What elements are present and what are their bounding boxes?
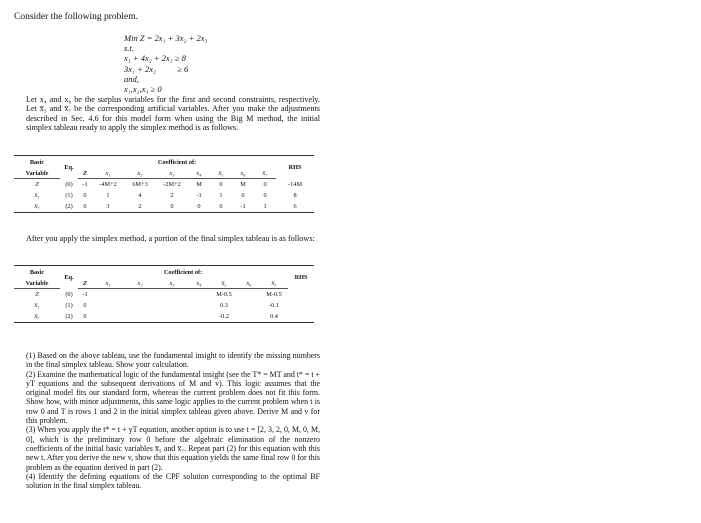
col-header: x₆ bbox=[232, 168, 254, 179]
coef-cell: 4 bbox=[138, 192, 142, 199]
col-header: x₃ bbox=[156, 278, 188, 289]
basic-cell: Z bbox=[35, 291, 39, 298]
col-header: x₃ bbox=[156, 168, 188, 179]
rhs-cell bbox=[288, 311, 314, 323]
basic-header: Basic bbox=[14, 266, 60, 279]
coef-cell: 1 bbox=[254, 201, 276, 213]
rhs-header: RHS bbox=[276, 156, 314, 179]
paragraph-1: Let x₄ and x₆ be the surplus variables for the first and second constraints, respectively. Let x̅₅ and x̅₇ be the corresponding artificial variables. After you make the adjustments described in Sec. 4.6 for this model form when using the Big M method, the initial simplex tableau ready to apply the simplex method is as follows. bbox=[26, 95, 320, 133]
question-item bbox=[26, 370, 320, 426]
coef-header: Coefficient of: bbox=[78, 266, 288, 279]
col-header: x̅₇ bbox=[254, 168, 276, 179]
col-header: Z bbox=[78, 278, 92, 289]
table-row bbox=[14, 289, 314, 301]
variable-header: Variable bbox=[14, 168, 60, 179]
coef-cell: 1 bbox=[219, 192, 223, 199]
coef-cell: 0.3 bbox=[220, 302, 228, 309]
coef-cell: 0 bbox=[78, 201, 92, 213]
question-list bbox=[26, 351, 320, 490]
col-header: Z bbox=[78, 168, 92, 179]
coef-cell bbox=[188, 289, 210, 301]
coef-cell bbox=[92, 311, 124, 323]
coef-cell: 0 bbox=[263, 181, 267, 188]
coef-cell: M bbox=[196, 181, 202, 188]
table-row bbox=[14, 300, 314, 311]
coef-cell bbox=[156, 300, 188, 311]
coef-cell: 0 bbox=[263, 192, 267, 199]
question-text: Identify the defining equations of the CPF solution corresponding to the optimal BF solution in the final simplex tableau. bbox=[26, 471, 320, 491]
question-item bbox=[26, 351, 320, 370]
nonnegativity: x₁,x₂,x₃ ≥ 0 bbox=[124, 84, 162, 95]
coef-cell: 0 bbox=[219, 181, 223, 188]
col-header: x̅₇ bbox=[260, 278, 288, 289]
coef-cell: -1 bbox=[82, 181, 88, 188]
coef-cell bbox=[92, 300, 124, 311]
lp-model bbox=[124, 33, 207, 94]
coef-cell: M-0.5 bbox=[266, 291, 282, 298]
question-text: Examine the mathematical logic of the fundamental insight (see the T* = MT and t* = t + yT equations and the subsequent derivations of M and v). This logic assumes that the original model fits our standard form, whereas the current problem does not fit this form. Show how, with minor adjustments, this same logic applies to the current problem when t is row 0 and T is rows 1 and 2 in the initial simplex tableau given above. Derive M and v for this problem. bbox=[26, 369, 320, 426]
question-text: Based on the above tableau, use the fundamental insight to identify the missing numbers in the final simplex tableau. Show your calculation. bbox=[26, 351, 320, 370]
question-number: (1) bbox=[26, 351, 36, 360]
col-header: x₄ bbox=[188, 168, 210, 179]
table-row bbox=[14, 190, 314, 201]
coef-cell bbox=[124, 311, 156, 323]
coef-cell: 6M+3 bbox=[132, 181, 148, 188]
eq-header: Eq. bbox=[60, 156, 78, 179]
coef-cell: M bbox=[240, 181, 246, 188]
coef-cell: -1 bbox=[196, 192, 202, 199]
final-tableau bbox=[14, 265, 314, 323]
question-item bbox=[26, 425, 320, 471]
coef-cell bbox=[238, 300, 260, 311]
coef-header: Coefficient of: bbox=[78, 156, 276, 169]
rhs-cell: 6 bbox=[276, 201, 314, 213]
question-number: (3) bbox=[26, 425, 36, 435]
coef-cell: -0.1 bbox=[269, 302, 279, 309]
coef-cell: 3 bbox=[92, 201, 124, 213]
coef-cell: -4M+2 bbox=[99, 181, 117, 188]
basic-cell: x̅₅ bbox=[34, 302, 40, 309]
table-row bbox=[14, 179, 314, 191]
col-header: x̅₅ bbox=[210, 278, 238, 289]
col-header: x₁ bbox=[92, 168, 124, 179]
coef-cell: 0.4 bbox=[260, 311, 288, 323]
question-number: (4) bbox=[26, 471, 36, 481]
coef-cell: 2 bbox=[170, 192, 174, 199]
coef-cell: -1 bbox=[232, 201, 254, 213]
eq-cell: (2) bbox=[60, 311, 78, 323]
table-row bbox=[14, 311, 314, 323]
basic-header: Basic bbox=[14, 156, 60, 169]
coef-cell bbox=[92, 289, 124, 301]
basic-cell: x̅₇ bbox=[14, 201, 60, 213]
coef-cell bbox=[156, 289, 188, 301]
basic-cell: x̅₇ bbox=[14, 311, 60, 323]
paragraph-2: After you apply the simplex method, a portion of the final simplex tableau is as follows: bbox=[26, 234, 315, 243]
rhs-cell bbox=[288, 289, 314, 301]
col-header: x₂ bbox=[124, 168, 156, 179]
rhs-cell bbox=[288, 300, 314, 311]
coef-cell: -1 bbox=[82, 291, 88, 298]
coef-cell: -2M+2 bbox=[163, 181, 181, 188]
coef-cell: 0 bbox=[156, 201, 188, 213]
coef-cell: 0 bbox=[83, 302, 87, 309]
coef-cell bbox=[238, 311, 260, 323]
and-text: and, bbox=[124, 73, 139, 84]
coef-cell bbox=[238, 289, 260, 301]
question-number: (2) bbox=[26, 369, 36, 379]
coef-cell: 1 bbox=[106, 192, 110, 199]
coef-cell: 0 bbox=[210, 201, 232, 213]
eq-header: Eq. bbox=[60, 266, 78, 289]
col-header: x₁ bbox=[92, 278, 124, 289]
coef-cell: -0.2 bbox=[210, 311, 238, 323]
coef-cell: 0 bbox=[78, 311, 92, 323]
table-row bbox=[14, 201, 314, 213]
coef-cell: 0 bbox=[83, 192, 87, 199]
coef-cell bbox=[188, 311, 210, 323]
col-header: x₄ bbox=[188, 278, 210, 289]
initial-tableau bbox=[14, 155, 314, 213]
rhs-cell: 8 bbox=[293, 192, 297, 199]
coef-cell bbox=[156, 311, 188, 323]
eq-cell: (0) bbox=[65, 180, 73, 188]
question-text: When you apply the t* = t + yT equation, another option is to use t = [2, 3, 2, 0, M, 0, M, 0], which is the preliminary row 0 before the algebraic elimination of the nonzero coefficients of the initial basic variables x̅₅ and x̅₇. Repeat part (2) for this equation with this new t. After you derive the new v, show that this equation yields the same final row 0 for this problem as the equation derived in part (2). bbox=[26, 425, 320, 472]
question-item bbox=[26, 472, 320, 491]
coef-cell bbox=[124, 289, 156, 301]
coef-cell: M-0.5 bbox=[216, 291, 232, 298]
coef-cell: 2 bbox=[124, 201, 156, 213]
basic-cell: Z bbox=[35, 181, 39, 188]
variable-header: Variable bbox=[14, 278, 60, 289]
col-header: x₆ bbox=[238, 278, 260, 289]
coef-cell bbox=[124, 300, 156, 311]
intro-text: Consider the following problem. bbox=[14, 12, 139, 22]
col-header: x₂ bbox=[124, 278, 156, 289]
objective-function: Min Z = 2x₁ + 3x₂ + 2x₃ bbox=[124, 33, 208, 43]
coef-cell: 0 bbox=[188, 201, 210, 213]
rhs-header: RHS bbox=[288, 266, 314, 289]
eq-cell: (1) bbox=[65, 192, 73, 199]
constraint-2: 3x₁ + 2x₂ ≥ 6 bbox=[124, 63, 189, 74]
eq-cell: (2) bbox=[60, 201, 78, 213]
coef-cell: 0 bbox=[241, 192, 245, 199]
eq-cell: (0) bbox=[65, 290, 73, 298]
basic-cell: x̅₅ bbox=[34, 192, 40, 199]
eq-cell: (1) bbox=[65, 302, 73, 309]
coef-cell bbox=[188, 300, 210, 311]
subject-to: s.t. bbox=[124, 43, 134, 54]
col-header: x̅₅ bbox=[210, 168, 232, 179]
constraint-1: x₁ + 4x₂ + 2x₃ ≥ 8 bbox=[124, 53, 186, 64]
rhs-cell: -14M bbox=[288, 180, 303, 188]
